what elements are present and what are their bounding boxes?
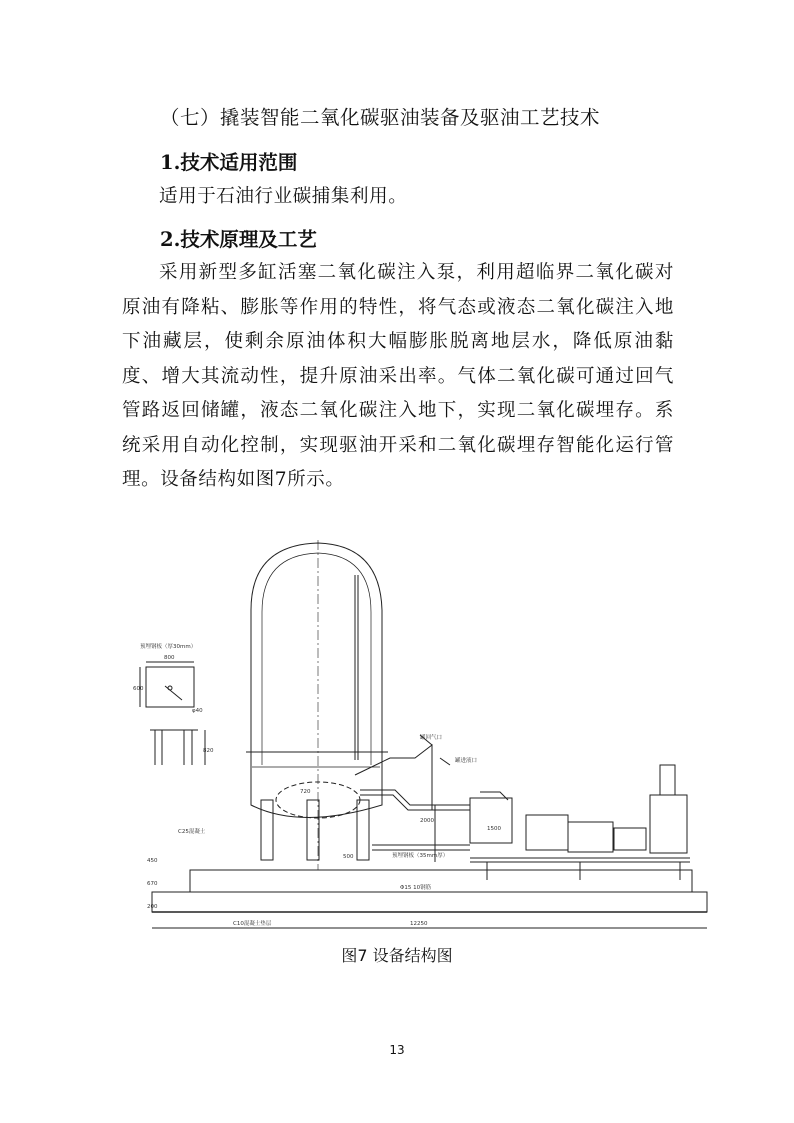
label-12250: 12250 — [410, 921, 428, 927]
label-return-gas: 罐回气口 — [420, 735, 443, 741]
label-200: 200 — [147, 904, 158, 910]
page-number: 13 — [389, 1043, 405, 1057]
heading-scope: 1.技术适用范围 — [160, 151, 298, 174]
label-800: 800 — [164, 655, 175, 661]
label-1500: 1500 — [487, 826, 501, 832]
label-c25: C25混凝土 — [178, 829, 206, 835]
label-plate2: 预埋钢板（35mm厚） — [392, 853, 449, 859]
label-rebar: Φ15 10钢筋 — [400, 885, 432, 891]
label-2000: 2000 — [420, 818, 434, 824]
label-670: 670 — [147, 881, 158, 887]
heading-principle: 2.技术原理及工艺 — [160, 228, 317, 251]
section-title: （七）撬装智能二氧化碳驱油装备及驱油工艺技术 — [160, 106, 601, 129]
label-450: 450 — [147, 858, 158, 864]
foundation — [190, 870, 692, 892]
label-600: 600 — [133, 686, 144, 692]
label-c10: C10混凝土垫层 — [233, 921, 272, 927]
label-820: 820 — [203, 748, 214, 754]
figure-caption: 图7 设备结构图 — [341, 946, 453, 965]
paragraph-scope: 适用于石油行业碳捕集利用。 — [159, 186, 408, 207]
label-inlet: 罐进液口 — [455, 758, 478, 764]
label-500: 500 — [343, 854, 354, 860]
label-phi40: φ40 — [192, 708, 203, 714]
paragraph-principle: 采用新型多缸活塞二氧化碳注入泵，利用超临界二氧化碳对原油有降粘、膨胀等作用的特性，将气态或液态二氧化碳注入地下油藏层，使剩余原油体积大幅膨胀脱离地层水，降低原油黏度、增大其流动性，提升原油采出率。气体二氧化碳可通过回气管路返回储罐，液态二氧化碳注入地下，实现二氧化碳埋存。系统采用自动化控制，实现驱油开采和二氧化碳埋存智能化运行管理。设备结构如图7所示。 — [122, 262, 674, 490]
label-plate: 预埋钢板（厚30mm） — [140, 644, 197, 650]
label-720: 720 — [300, 789, 311, 795]
